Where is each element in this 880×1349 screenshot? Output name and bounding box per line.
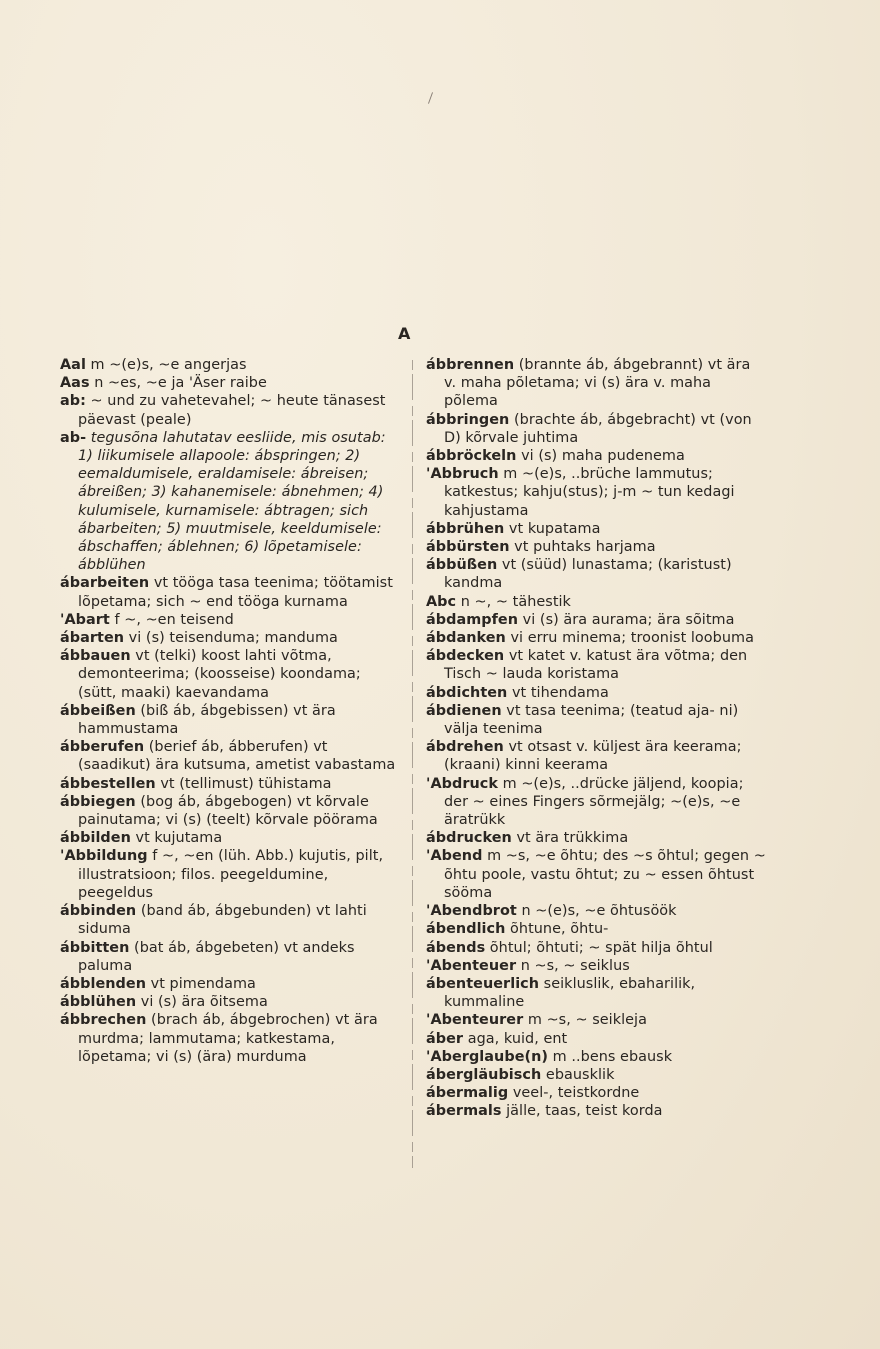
entry (60, 429, 396, 575)
headword: ábbitten (60, 939, 130, 956)
entry (426, 847, 766, 902)
entry (426, 1102, 766, 1120)
headword: ábdienen (426, 702, 502, 719)
definition: vt kupatama (504, 520, 601, 537)
definition: m ~s, ~e õhtu; des ~s õhtul; gegen ~ õhtu poole, vastu õhtut; zu ~ essen õhtust sööma (444, 848, 766, 901)
headword: ábbauen (60, 648, 131, 665)
definition: (brachte áb, ábgebracht) vt (von D) kõrvale juhtima (444, 411, 752, 446)
definition: m ~(e)s, ~e angerjas (85, 357, 247, 373)
entry (426, 538, 766, 556)
entry (426, 611, 766, 629)
definition: ebausklik (541, 1066, 615, 1083)
entry (426, 829, 766, 847)
headword: 'Abenteuer (426, 957, 517, 974)
entry (426, 465, 766, 520)
headword: ábdanken (426, 630, 506, 647)
definition: m ~(e)s, ..brüche lammutus; katkestus; kahju(stus); j-m ~ tun kedagi kahjustama (444, 466, 735, 519)
headword: 'Abbildung (60, 848, 148, 865)
headword: ábbürsten (426, 539, 510, 556)
entry (60, 356, 396, 374)
headword: Aal (60, 357, 86, 373)
definition: vt tihendama (507, 684, 609, 701)
headword: Abc (426, 593, 457, 610)
entry (60, 1011, 396, 1066)
definition: õhtul; õhtuti; ~ spät hilja õhtul (485, 939, 713, 956)
headword: ábendlich (426, 921, 506, 938)
headword: ábberufen (60, 739, 145, 756)
entry (60, 629, 396, 647)
headword: ábbestellen (60, 775, 156, 792)
definition: ~ und zu vahetevahel; ~ heute tänasest päevast (peale) (78, 393, 386, 428)
headword: ab- (60, 429, 87, 446)
entry (426, 939, 766, 957)
entry (60, 702, 396, 738)
entry (426, 447, 766, 465)
headword: ábbringen (426, 411, 510, 428)
headword: ábbröckeln (426, 448, 517, 465)
entry (426, 1030, 766, 1048)
definition: (biß áb, ábgebissen) vt ära hammustama (78, 702, 336, 738)
definition: vi (s) ära õitsema (136, 994, 268, 1011)
definition: f ~, ~en teisend (109, 611, 234, 628)
headword: ábbilden (60, 830, 131, 847)
entry (426, 1066, 766, 1084)
definition: vi (s) maha pudenema (516, 448, 685, 465)
entry (426, 647, 766, 683)
definition: (brach áb, ábgebrochen) vt ära murdma; lammutama; katkestama, lõpetama; vi (s) (ära) murduma (78, 1012, 378, 1065)
headword: ábdrehen (426, 739, 504, 756)
headword: ábergläubisch (426, 1066, 542, 1083)
headword: 'Abendbrot (426, 903, 517, 920)
entry (60, 374, 396, 392)
headword: ábblühen (60, 994, 137, 1011)
margin-mark (428, 92, 433, 104)
definition: m ~(e)s, ..drücke jäljend, koopia; der ~ eines Fingers sõrmejälg; ~(e)s, ~e äratrükk (444, 775, 744, 829)
headword: ab: (60, 393, 86, 410)
entry (60, 847, 396, 902)
entry (60, 939, 396, 975)
definition: (brannte áb, ábgebrannt) vt ära v. maha põletama; vi (s) ära v. maha põlema (444, 357, 751, 410)
definition: vt (telki) koost lahti võtma, demonteerima; (koosseise) koondama; (sütt, maaki) kaevandama (78, 648, 361, 701)
headword: ábermals (426, 1103, 502, 1120)
definition: (band áb, ábgebunden) vt lahti siduma (78, 903, 367, 938)
definition: vt puhtaks harjama (509, 539, 656, 556)
headword: ábenteuerlich (426, 975, 540, 992)
definition: vt pimendama (146, 975, 256, 992)
headword: ábarbeiten (60, 575, 150, 592)
definition: vt (süüd) lunastama; (karistust) kandma (444, 557, 732, 592)
headword: Aas (60, 375, 90, 392)
definition: vt katet v. katust ära võtma; den Tisch ~ lauda koristama (444, 648, 748, 683)
definition: m ~s, ~ seikleja (523, 1012, 647, 1029)
headword: áber (426, 1030, 464, 1047)
headword: ábbrennen (426, 357, 515, 373)
headword: ábarten (60, 630, 125, 647)
headword: ábdrucken (426, 830, 512, 847)
headword: 'Aberglaube(n) (426, 1048, 549, 1065)
entry (426, 629, 766, 647)
definition: (berief áb, ábberufen) vt (saadikut) ära kutsuma, ametist vabastama (78, 739, 396, 774)
definition: vt tasa teenima; (teatud aja- ni) välja teenima (444, 702, 739, 738)
definition: vt (tellimust) tühistama (155, 775, 332, 792)
headword: ábbiegen (60, 793, 136, 810)
headword: ábbrechen (60, 1012, 147, 1029)
entry (60, 738, 396, 774)
entry (60, 975, 396, 993)
left-column (60, 356, 396, 1066)
entry (426, 702, 766, 738)
entry (60, 775, 396, 793)
definition: veel-, teistkordne (508, 1085, 640, 1102)
entry (426, 356, 766, 411)
entry (426, 738, 766, 774)
section-letter: A (398, 324, 411, 343)
definition: f ~, ~en (lüh. Abb.) kujutis, pilt, illustratsioon; filos. peegeldumine, peegeldus (78, 848, 384, 901)
headword: ábends (426, 939, 486, 956)
entry (426, 957, 766, 975)
headword: ábblenden (60, 975, 147, 992)
entry (426, 556, 766, 592)
entry (426, 1011, 766, 1029)
definition: õhtune, õhtu- (505, 921, 609, 938)
definition: (bog áb, ábgebogen) vt kõrvale painutama; vi (s) (teelt) kõrvale pöörama (78, 793, 378, 829)
entry (426, 1084, 766, 1102)
headword: ábdampfen (426, 611, 519, 628)
headword: ábdichten (426, 684, 508, 701)
headword: 'Abenteurer (426, 1012, 524, 1029)
entry (60, 647, 396, 702)
definition: n ~(e)s, ~e õhtusöök (516, 903, 677, 920)
definition: vt tööga tasa teenima; töötamist lõpetama; sich ~ end tööga kurnama (78, 575, 393, 610)
definition: n ~es, ~e ja 'Äser raibe (89, 375, 267, 392)
headword: ábbeißen (60, 702, 136, 719)
definition: n ~s, ~ seiklus (516, 957, 630, 974)
definition: vi (s) ära aurama; ära sõitma (518, 611, 735, 628)
headword: 'Abdruck (426, 775, 498, 792)
entry (426, 411, 766, 447)
definition: vi erru minema; troonist loobuma (505, 630, 754, 647)
right-column (426, 356, 766, 1121)
definition: aga, kuid, ent (463, 1030, 568, 1047)
definition: m ..bens ebausk (548, 1048, 673, 1065)
definition: seikluslik, ebaharilik, kummaline (444, 975, 696, 1011)
headword: 'Abbruch (426, 466, 499, 483)
entry (426, 520, 766, 538)
definition: vt kujutama (130, 830, 223, 847)
definition: jälle, taas, teist korda (501, 1103, 663, 1120)
entry (60, 793, 396, 829)
headword: 'Abart (60, 611, 110, 628)
entry (426, 684, 766, 702)
definition: vi (s) teisenduma; manduma (124, 630, 338, 647)
entry (426, 775, 766, 830)
entry (60, 574, 396, 610)
definition: tegusõna lahutatav eesliide, mis osutab: 1) liikumisele allapoole: ábspringen; 2) eemaldumisele, eraldamisele: ábreisen; ábreißen; 3) kahanemisele: ábnehmen; 4) kulumisele, kurnamisele: ábtragen; sich ábarbeiten; 5) muutmisele, keeldumisele: ábschaffen; áblehnen; 6) lõpetamisele: ábblühen (78, 429, 386, 574)
headword: 'Abend (426, 848, 483, 865)
headword: ábbinden (60, 903, 137, 920)
entry (426, 975, 766, 1011)
definition: vt ära trükkima (511, 830, 629, 847)
definition: n ~, ~ tähestik (456, 593, 571, 610)
headword: ábdecken (426, 648, 505, 665)
headword: ábbüßen (426, 557, 498, 574)
column-divider (412, 360, 413, 1168)
headword: ábbrühen (426, 520, 505, 537)
definition: vt otsast v. küljest ära keerama; (kraani) kinni keerama (444, 739, 742, 774)
entry (60, 611, 396, 629)
entry (60, 392, 396, 428)
entry (60, 993, 396, 1011)
definition: (bat áb, ábgebeten) vt andeks paluma (78, 939, 355, 974)
entry (426, 593, 766, 611)
entry (426, 1048, 766, 1066)
headword: ábermalig (426, 1085, 509, 1102)
entry (60, 902, 396, 938)
entry (60, 829, 396, 847)
entry (426, 920, 766, 938)
entry (426, 902, 766, 920)
